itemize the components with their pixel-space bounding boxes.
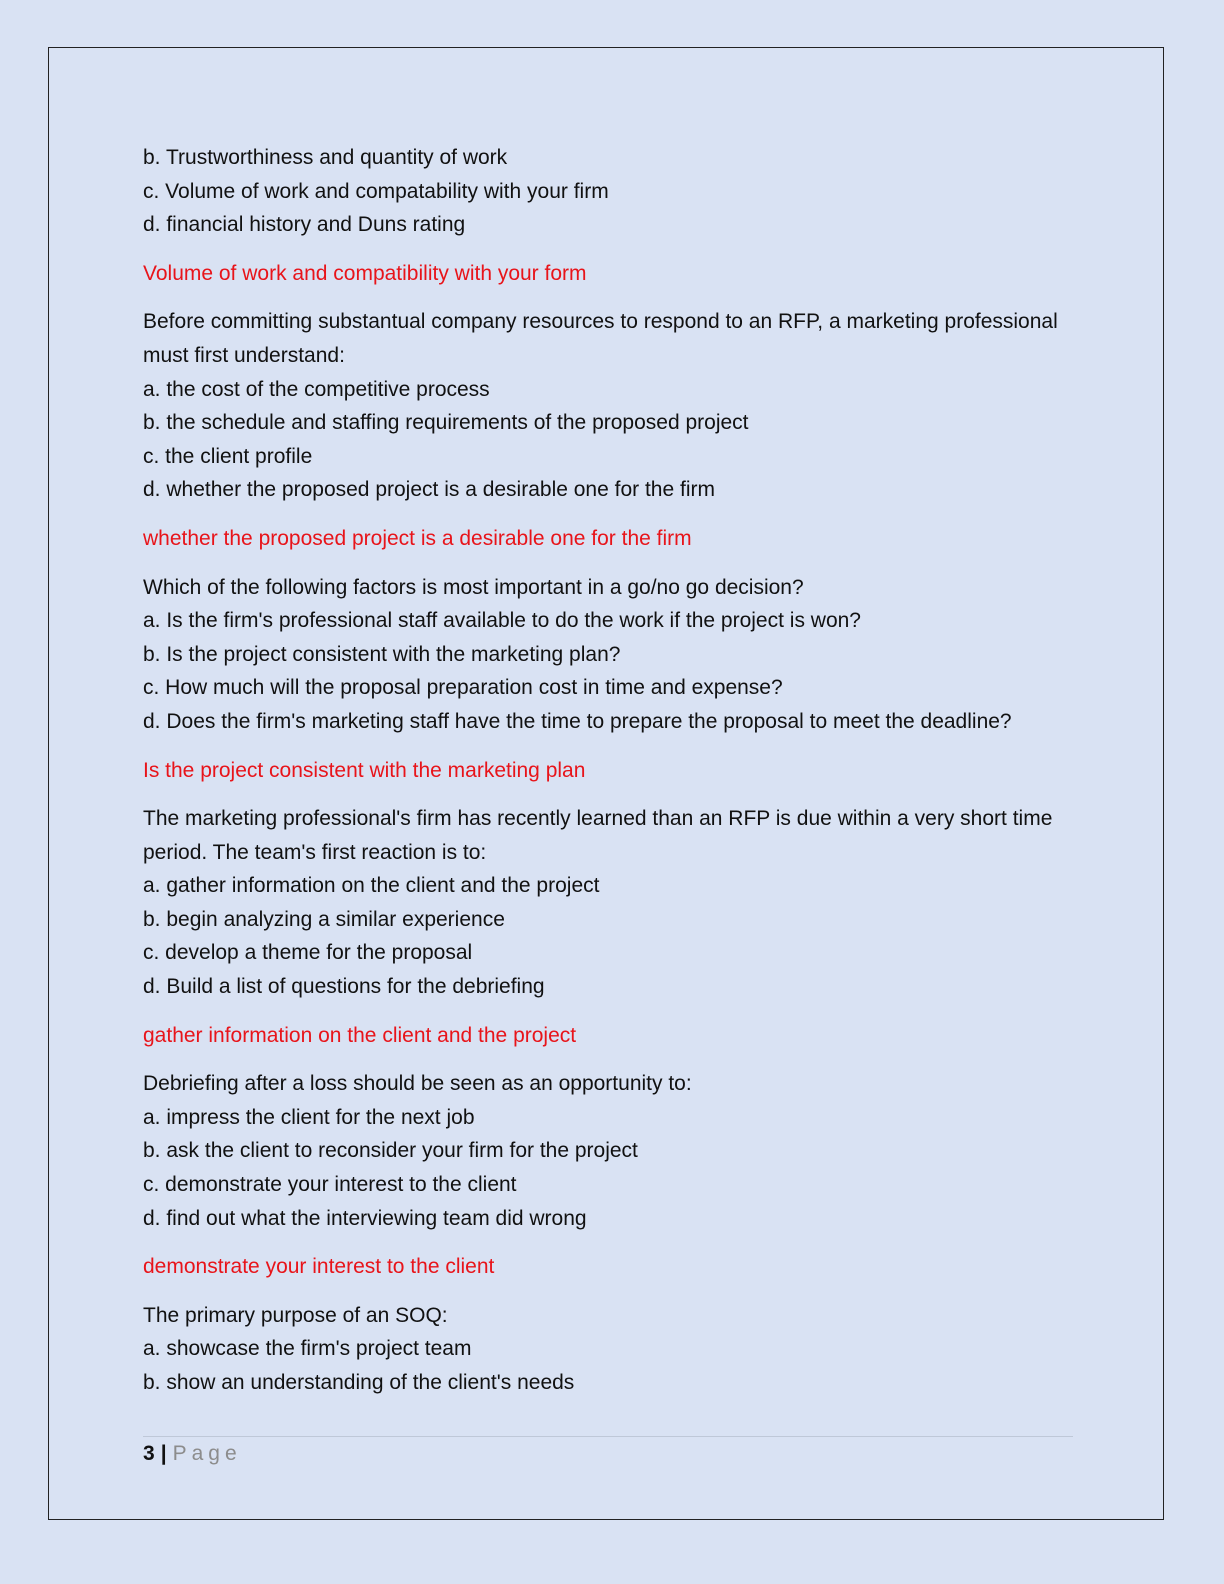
option-line: b. begin analyzing a similar experience xyxy=(143,907,505,931)
question-text: The marketing professional's firm has recently learned than an RFP is due within a very short time period. The team's first reaction is to: xyxy=(143,807,1053,864)
option-line: a. Is the firm's professional staff available to do the work if the project is won? xyxy=(143,609,861,633)
answer-line: demonstrate your interest to the client xyxy=(143,1255,495,1279)
question-text: Before committing substantual company resources to respond to an RFP, a marketing professional must first understand: xyxy=(143,310,1058,367)
option-line: c. develop a theme for the proposal xyxy=(143,941,473,965)
page-number: 3 xyxy=(143,1442,155,1465)
option-line: c. demonstrate your interest to the client xyxy=(143,1173,517,1197)
answer-line: Volume of work and compatibility with your form xyxy=(143,261,587,285)
question-text: Which of the following factors is most important in a go/no go decision? xyxy=(143,575,804,599)
option-line: c. How much will the proposal preparation cost in time and expense? xyxy=(143,676,783,700)
option-line: b. ask the client to reconsider your firm for the project xyxy=(143,1139,638,1163)
option-line: b. Trustworthiness and quantity of work xyxy=(143,146,508,169)
option-line: a. impress the client for the next job xyxy=(143,1105,475,1129)
answer-line: Is the project consistent with the marketing plan xyxy=(143,758,586,782)
answer-line: gather information on the client and the project xyxy=(143,1023,577,1047)
option-line: c. Volume of work and compatability with your firm xyxy=(143,179,609,203)
answer-line: whether the proposed project is a desirable one for the firm xyxy=(143,526,692,550)
option-line: b. the schedule and staffing requirements of the proposed project xyxy=(143,411,749,435)
footer-separator: | xyxy=(160,1442,167,1465)
option-line: b. show an understanding of the client's needs xyxy=(143,1371,575,1394)
option-line: d. financial history and Duns rating xyxy=(143,213,466,237)
page-footer xyxy=(143,1439,242,1469)
option-line: d. whether the proposed project is a desirable one for the firm xyxy=(143,478,715,502)
option-line: c. the client profile xyxy=(143,444,313,468)
option-line: a. showcase the firm's project team xyxy=(143,1337,472,1361)
question-text: Debriefing after a loss should be seen as an opportunity to: xyxy=(143,1072,692,1096)
option-line: d. find out what the interviewing team did wrong xyxy=(143,1206,587,1230)
question-text: The primary purpose of an SOQ: xyxy=(143,1303,448,1327)
footer-divider xyxy=(143,1436,1073,1437)
option-line: a. gather information on the client and the project xyxy=(143,874,600,898)
option-line: d. Build a list of questions for the debriefing xyxy=(143,975,545,999)
page-label: Page xyxy=(172,1442,242,1465)
option-line: d. Does the firm's marketing staff have the time to prepare the proposal to meet the deadline? xyxy=(143,709,1012,733)
document-body xyxy=(143,141,1083,1400)
option-line: b. Is the project consistent with the marketing plan? xyxy=(143,642,621,666)
option-line: a. the cost of the competitive process xyxy=(143,377,490,401)
